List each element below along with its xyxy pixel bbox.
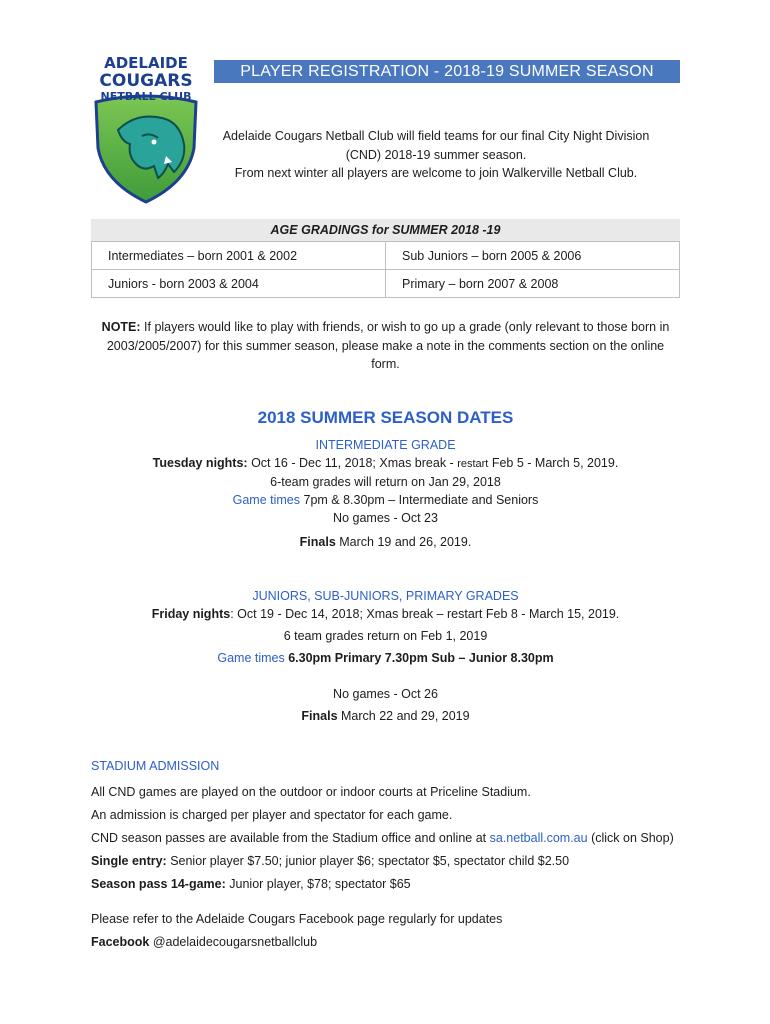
- intro-line-3: From next winter all players are welcome to join Walkerville Netball Club.: [234, 166, 638, 180]
- juniors-grade-heading: JUNIORS, SUB-JUNIORS, PRIMARY GRADES: [252, 589, 519, 603]
- stadium-admission-section: [91, 757, 691, 954]
- intermediate-nights-label: Tuesday nights:: [152, 456, 248, 470]
- age-gradings-heading: AGE GRADINGS for SUMMER 2018 -19: [91, 219, 680, 241]
- juniors-game-times-label: Game times: [217, 651, 285, 665]
- intro-line-2: (CND) 2018-19 summer season.: [345, 147, 527, 162]
- admission-heading: STADIUM ADMISSION: [91, 759, 220, 773]
- juniors-block: [91, 587, 680, 725]
- juniors-finals-text: March 22 and 29, 2019: [337, 709, 470, 723]
- juniors-finals-label: Finals: [301, 709, 338, 723]
- season-pass-line: [91, 873, 691, 896]
- club-logo: [88, 52, 204, 204]
- logo-text-line2: COUGARS: [99, 71, 193, 91]
- facebook-handle: @adelaidecougarsnetballclub: [149, 935, 318, 949]
- intro-line-1: Adelaide Cougars Netball Club will field teams for our final City Night Division: [222, 129, 650, 143]
- intermediate-nights-text: Oct 16 - Dec 11, 2018; Xmas break -: [247, 456, 458, 470]
- single-entry-label: Single entry:: [91, 854, 167, 868]
- intermediate-game-times-label: Game times: [232, 493, 301, 507]
- juniors-nights-text: : Oct 19 - Dec 14, 2018; Xmas break – restart Feb 8 - March 15, 2019.: [230, 607, 620, 621]
- juniors-grades-return: 6 team grades return on Feb 1, 2019: [283, 629, 488, 643]
- facebook-label: Facebook: [91, 935, 150, 949]
- table-cell: Sub Juniors – born 2005 & 2006: [386, 242, 680, 270]
- table-cell: Primary – born 2007 & 2008: [386, 270, 680, 298]
- intermediate-finals-label: Finals: [299, 535, 336, 549]
- season-dates-section: [91, 406, 680, 551]
- note-text: If players would like to play with friends, or wish to go up a grade (only relevant to those born in 2003/2005/2007) for this summer season, please make a note in the comments section on the online form.: [106, 320, 670, 371]
- single-entry-line: [91, 850, 691, 873]
- intermediate-finals-text: March 19 and 26, 2019.: [335, 535, 472, 549]
- cougar-logo-icon: [88, 52, 204, 204]
- juniors-game-times-text: 6.30pm Primary 7.30pm Sub – Junior 8.30pm: [284, 651, 554, 665]
- admission-line-3-pre: CND season passes are available from the Stadium office and online at: [91, 831, 490, 845]
- intermediate-grades-return: 6-team grades will return on Jan 29, 2018: [270, 475, 501, 489]
- intermediate-game-times: [91, 491, 680, 509]
- netball-website-link[interactable]: sa.netball.com.au: [489, 831, 588, 845]
- age-gradings-table: [91, 219, 680, 298]
- table-row: [92, 270, 680, 298]
- logo-text-line3: NETBALL CLUB: [100, 90, 192, 103]
- juniors-no-games: No games - Oct 26: [333, 687, 438, 701]
- admission-line-3-post: (click on Shop): [587, 831, 674, 845]
- juniors-nights-label: Friday nights: [151, 607, 231, 621]
- admission-line-2: An admission is charged per player and spectator for each game.: [91, 808, 453, 822]
- age-gradings-grid: [91, 241, 680, 298]
- juniors-game-times: [91, 649, 680, 667]
- season-heading: 2018 SUMMER SEASON DATES: [257, 408, 514, 427]
- refer-line: Please refer to the Adelaide Cougars Facebook page regularly for updates: [91, 912, 503, 926]
- admission-line-3: [91, 827, 691, 850]
- facebook-line: [91, 931, 691, 954]
- logo-text-line1: ADELAIDE: [104, 54, 188, 72]
- table-cell: Intermediates – born 2001 & 2002: [92, 242, 386, 270]
- note-paragraph: [91, 318, 680, 374]
- season-pass-text: Junior player, $78; spectator $65: [225, 877, 411, 891]
- table-row: [92, 242, 680, 270]
- intro-paragraph: [196, 127, 676, 183]
- juniors-nights: [91, 605, 680, 623]
- table-cell: Juniors - born 2003 & 2004: [92, 270, 386, 298]
- admission-line-1: All CND games are played on the outdoor or indoor courts at Priceline Stadium.: [91, 785, 531, 799]
- intermediate-game-times-text: 7pm & 8.30pm – Intermediate and Seniors: [300, 493, 539, 507]
- note-label: NOTE:: [101, 320, 141, 334]
- intermediate-restart-word: restart: [457, 458, 489, 470]
- page-title: PLAYER REGISTRATION - 2018-19 SUMMER SEASON: [214, 60, 680, 83]
- intermediate-no-games: No games - Oct 23: [333, 511, 438, 525]
- intermediate-grade-heading: INTERMEDIATE GRADE: [315, 438, 456, 452]
- juniors-finals: [91, 707, 680, 725]
- intermediate-finals: [91, 533, 680, 551]
- intermediate-restart-text: Feb 5 - March 5, 2019.: [488, 456, 619, 470]
- intermediate-block: [91, 436, 680, 551]
- season-pass-label: Season pass 14-game:: [91, 877, 226, 891]
- single-entry-text: Senior player $7.50; junior player $6; spectator $5, spectator child $2.50: [166, 854, 570, 868]
- intermediate-nights: [91, 454, 680, 473]
